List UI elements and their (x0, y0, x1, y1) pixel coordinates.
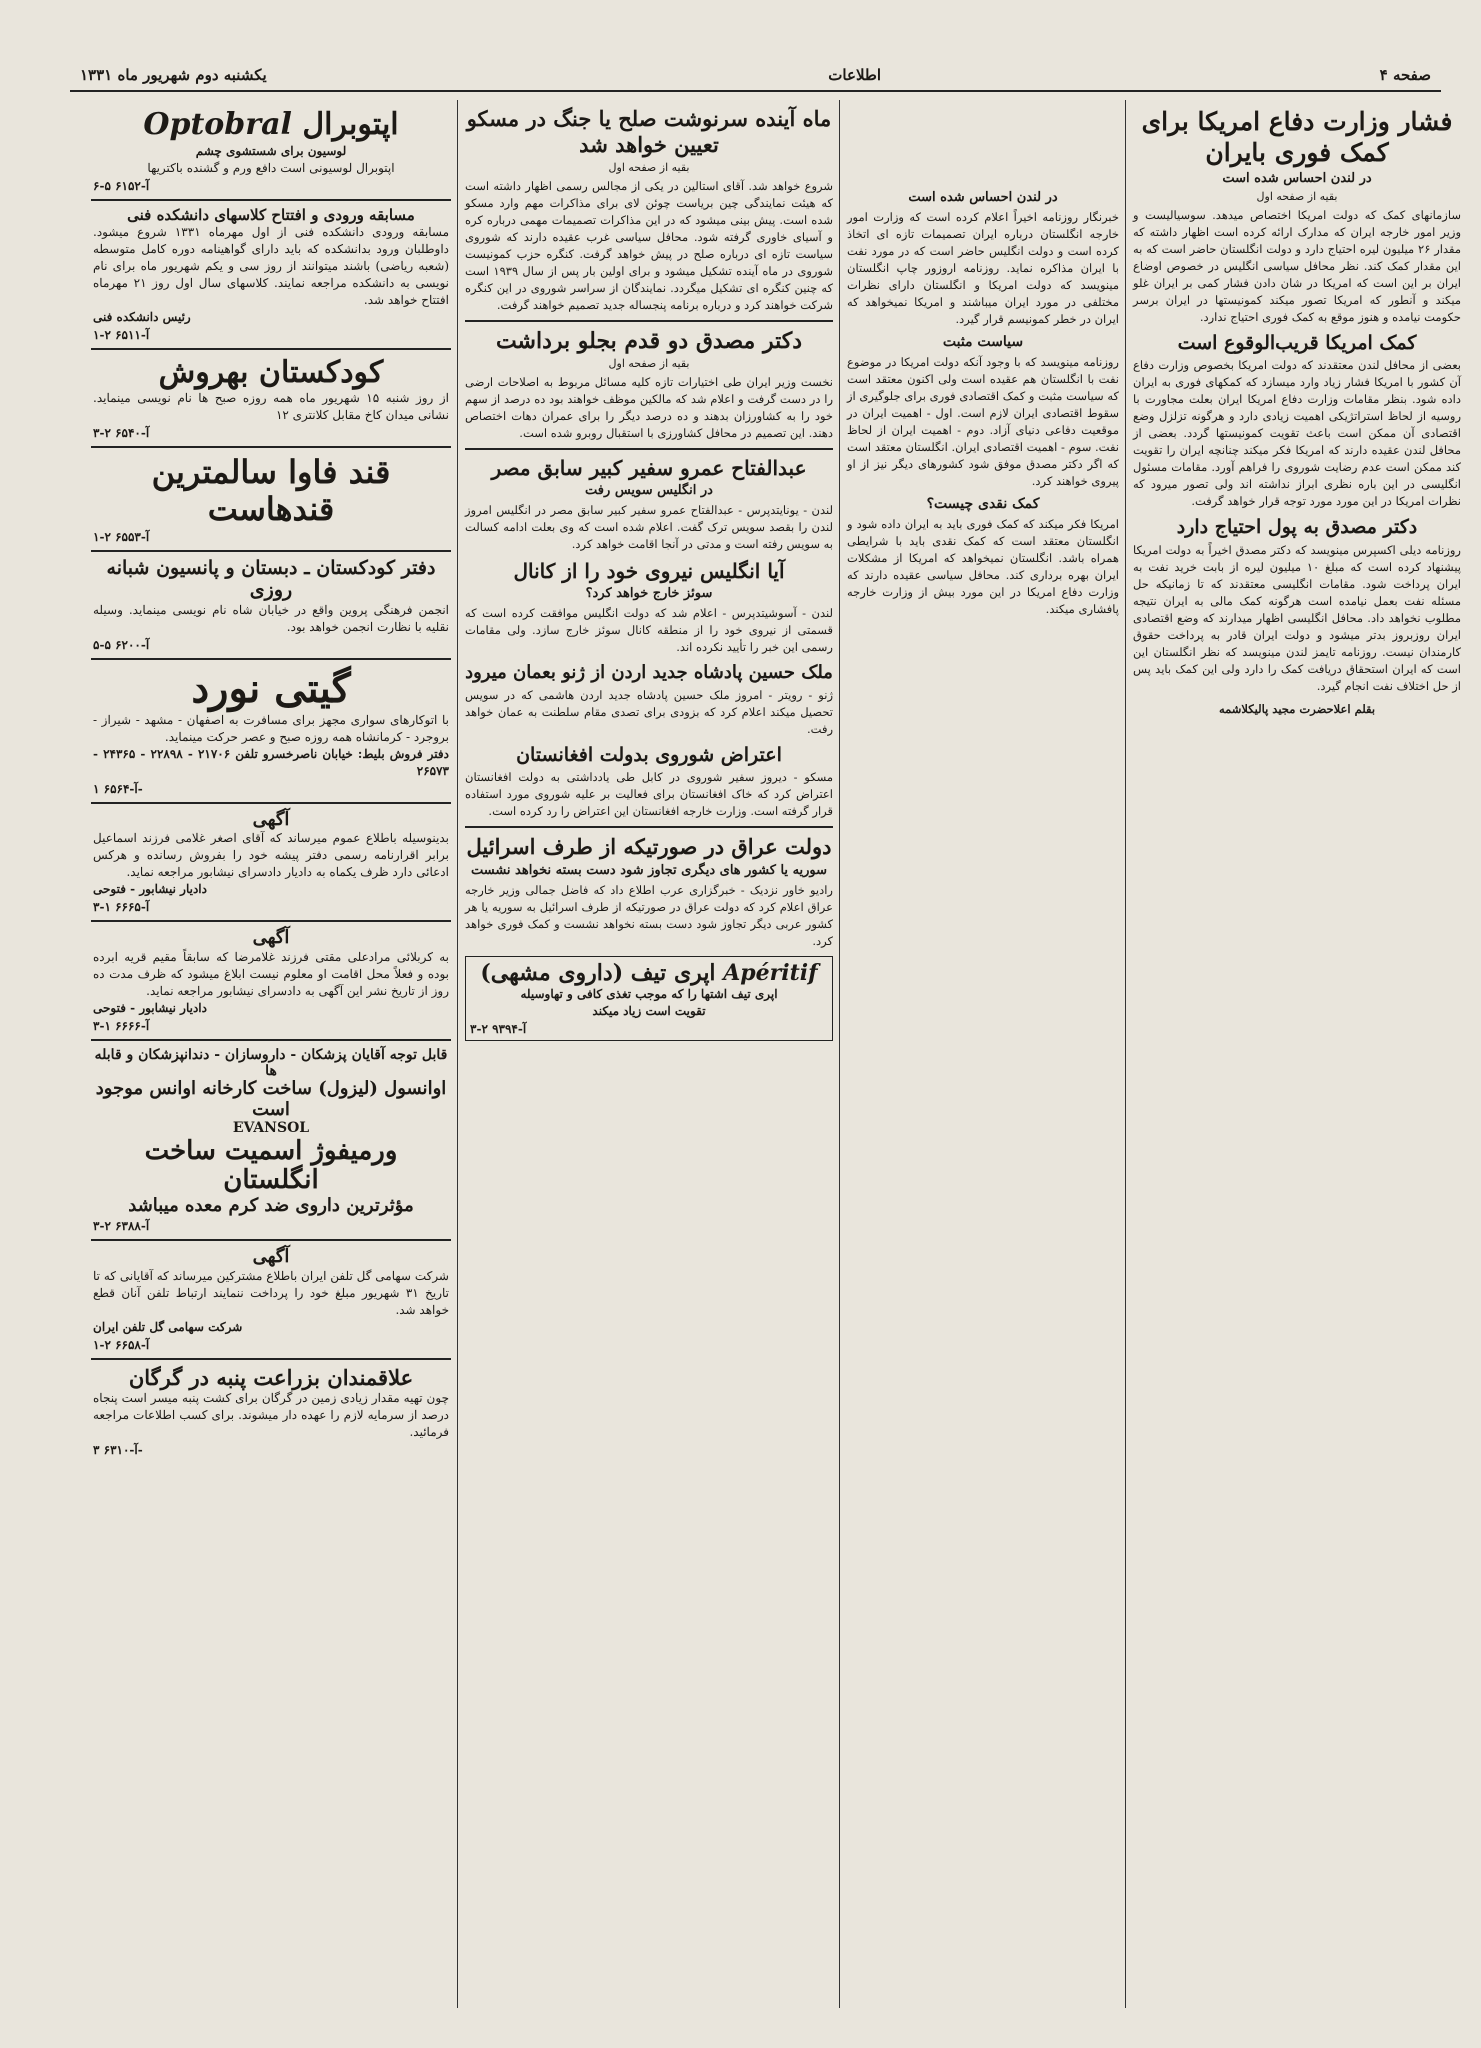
notice-ad-3 (91, 1241, 451, 1360)
headline-soviet-protest: اعتراض شوروی بدولت افغانستان (516, 743, 782, 766)
ad-text: مسابقه ورودی دانشکده فنی از اول مهرماه ۱۳۳۱ شروع میشود. داوطلبان ورود بدانشکده که باید دارای گواهینامه دوره کامل متوسطه (شعبه ریاضی) باشند میتوانند از روز سی و یکم شهریور ماه برای نام نویسی به دانشکده مراجعه نمایند. کلاسهای سال اول روز ۲۱ مهرماه افتتاح خواهد شد. (93, 224, 450, 307)
ad-text: با اتوکارهای سواری مجهز برای مسافرت به اصفهان - مشهد - شیراز - بروجرد - کرمانشاه همه روزه صبح و عصر حرکت مینماید. (93, 712, 449, 744)
headline-king-hussein: ملک حسین پادشاه جدید اردن از ژنو بعمان میرود (465, 662, 833, 683)
ad-phone: دفتر فروش بلیط: خیابان ناصرخسرو تلفن ۲۱۷۰۶ - ۲۲۸۹۸ - ۲۴۳۶۵ - ۲۶۵۷۳ (93, 746, 450, 778)
continued-note: بقیه از صفحه اول (1256, 189, 1338, 203)
ad-code: آ-۶۶۵۸ ۲-۱ (93, 1337, 150, 1352)
ad-latin-title: Optobral (143, 107, 292, 142)
ad-title: آگهی (252, 808, 290, 830)
column-1 (1127, 102, 1467, 2008)
ad-title: کودکستان بهروش (158, 354, 384, 390)
ad-signature: رئیس دانشکده فنی (93, 309, 191, 324)
ad-text: بدینوسیله باطلاع عموم میرساند که آقای اصغر غلامی فرزند اسماعیل برابر اقرارنامه رسمی دفتر پیشه خود را بفروش رسانده و هرکس ادعائی دارد ظرف یکماه به دادیار دادسرای نیشابور مراجعه نماید. (93, 831, 449, 880)
cotton-ad (91, 1360, 451, 1463)
headline-aid-imminent: کمک امریکا قریب‌الوقوع است (1177, 331, 1417, 354)
optobral-ad (91, 102, 451, 201)
ad-text: تقویت است زیاد میکند (592, 1003, 706, 1018)
column-rule (1125, 100, 1126, 2008)
article-text: شروع خواهد شد. آقای استالین در یکی از مجالس رسمی اظهار داشته است که هیئت نمایندگی چین بریاست چوئن لای برای مذاکرات مهم وارد مسکو شده است. پیش بینی میشود که در این مذاکرات تصمیمات مهمی درباره کره و آسیای خاوری گرفته شود. محافل سیاسی غرب عقیده دارند که شوروی سیاست تازه ای درباره صلح در پیش خواهد گرفت. کنگره حزب کمونیست شوروی در ماه آینده تشکیل میشود و برای اولین بار پس از سال ۱۹۳۹ است که چنین کنگره ای تشکیل میگردد. نمایندگان از سراسر شوروی در این کنگره شرکت خواهند کرد و درباره برنامه پنجساله جدید تصمیم خواهند گرفت. (465, 178, 834, 312)
ad-title: اپتوبرال (302, 107, 399, 142)
ad-signature: دادیار نیشابور - فتوحی (93, 1000, 207, 1015)
ad-text: چون تهیه مقدار زیادی زمین در گرگان برای کشت پنبه میسر است پنجاه درصد از سرمایه لازم را عهده دار میشوند. برای کسب اطلاعات مراجعه فرمائید. (93, 1390, 449, 1439)
headline-subtitle: سوریه یا کشور های دیگری تجاوز شود دست بسته نخواهد نشست (470, 862, 828, 878)
headline-subtitle: در لندن احساس شده است (908, 190, 1058, 205)
ad-code: آ-۶۳۸۸ ۲-۳ (93, 1219, 150, 1234)
school-ad (91, 552, 451, 660)
ad-title: مسابقه ورودی و افتتاح کلاسهای دانشکده فنی (127, 205, 415, 224)
headline-subtitle: در لندن احساس شده است (1222, 170, 1372, 186)
column-ads (85, 102, 457, 2008)
column-rule (839, 100, 840, 2008)
article-signature: بقلم اعلاحضرت مجید پالیکلاشمه (1218, 702, 1376, 716)
ad-title: آگهی (252, 1246, 290, 1268)
headline-mossadegh-steps: دکتر مصدق دو قدم بجلو برداشت (495, 327, 803, 354)
headline-iraq: دولت عراق در صورتیکه از طرف اسرائیل (466, 834, 832, 860)
article-text: ژنو - رویتر - امروز ملک حسین پادشاه جدید اردن هاشمی که در سویس تحصیل میکند اعلام کرد که بزودی برای تصدی مقام سلطنت به عمان خواهد رفت. (465, 687, 833, 736)
travel-ad (91, 660, 451, 804)
article-text: نخست وزیر ایران طی اختیارات تازه کلیه مسائل مربوط به اصلاحات ارضی را در دست گرفت و اعلام شد که مالکین موظف خواهند بود ده درصد از سهم خود را به کشاورزان بدهند و ده درصد دیگر را برای عمران دهات اختصاص دهند. این تصمیم در محافل کشاورزی با استقبال روبرو شده است. (465, 375, 833, 440)
aperitif-ad (465, 956, 833, 1041)
ad-text: به کربلائی مرادعلی مقتی فرزند غلامرضا که سابقاً مقیم قریه ابرده بوده و فعلاً محل اقامت او معلوم نیست ابلاغ میشود که ظرف مدت ده روز از تاریخ نشر این آگهی به دادسرای نیشابور مراجعه نماید. (93, 949, 449, 998)
sugar-ad (91, 448, 451, 552)
kindergarten-ad (91, 350, 451, 449)
article-text: بعضی از محافل لندن معتقدند که دولت امریکا بخصوص وزارت دفاع آن کشور با امریکا فشار زیاد وارد میسازد که کمکهای فوری به ایران داده شود. بنظر مقامات وزارت دفاع امریکا ایران بعلت مجاورت با روسیه از لحاظ استراتژیکی اهمیت زیادی دارد و هرگونه تزلزل وضع اقتصادی آن ممکن است باعث تقویت کمونیستها گردد. بعضی از محافل لندن عقیده دارند که امریکا فکر میکند چنانچه ایران را تقویت کند ممکن است عدم رضایت شوروی را فراهم آورد. مقامات مسئول انگلیسی در این باره نظری ابراز نداشته اند ولی تصور میرود که نظرات امریکا در این مورد مورد توجه قرار خواهد گرفت. (1133, 358, 1461, 509)
column-rule (457, 100, 458, 2008)
ad-title: قند فاوا سالمترین قندهاست (151, 453, 391, 529)
continued-note: بقیه از صفحه اول (608, 160, 690, 174)
notice-ad-2 (91, 922, 451, 1041)
page-number: صفحه ۴ (1379, 66, 1431, 84)
ad-code: آ-۶۳۱۰ ۳- (93, 1442, 143, 1457)
ad-code: آ-۹۳۹۴ ۲-۳ (470, 1021, 527, 1036)
ad-title: علاقمندان بزراعت پنبه در گرگان (128, 1364, 414, 1390)
headline-subtitle: سوئز خارج خواهد کرد؟ (585, 586, 713, 601)
newspaper-name: اطلاعات (828, 66, 881, 84)
ad-code: آ-۶۵۴۰ ۲-۳ (93, 426, 150, 441)
ad-latin-title: EVANSOL (232, 1120, 310, 1137)
ad-signature: شرکت سهامی گل تلفن ایران (93, 1319, 243, 1334)
ad-text: لوسیون برای شستشوی چشم (195, 143, 347, 158)
divider (465, 320, 833, 322)
headline-moscow: ماه آینده سرنوشت صلح یا جنگ در مسکو تعیین خواهد شد (466, 106, 832, 158)
ad-text: مؤثرترین داروی ضد کرم معده میباشد (128, 1195, 414, 1217)
ad-text: اپری تیف اشتها را که موجب تغذی کافی و تهاوسیله (520, 986, 778, 1001)
article-text: رادیو خاور نزدیک - خبرگزاری عرب اطلاع داد که فاضل جمالی وزیر خارجه عراق اعلام کرد که دولت عراق در صورتیکه از طرف اسرائیل به سوریه یا هر کشور عربی دیگر تجاوز شود دست بسته نخواهد نشست و کمک فوری خواهد کرد. (465, 882, 833, 948)
ad-title: گیتی نورد (191, 664, 351, 712)
headline-egypt-ambassador: عبدالفتاح عمرو سفیر کبیر سابق مصر (491, 456, 807, 480)
article-text: خبرنگار روزنامه اخیراً اعلام کرده است که وزارت امور خارجه انگلستان درباره ایران تصمیمات تازه ای اتخاذ کرده است و دولت انگلیس حاضر است که در مورد نفت با ایران مذاکره نماید. روزنامه اروزور چاپ انگلستان مینویسد که دولت امریکا و انگلستان دارای نظرات مختلفی در مورد ایران میباشند و امریکا نمیخواهد که ایران در خطر کمونیسم قرار گیرد. (847, 210, 1119, 326)
issue-date: یکشنبه دوم شهریور ماه ۱۳۳۱ (80, 66, 267, 84)
ad-text: انجمن فرهنگی پروین واقع در خیابان شاه نام نویسی مینماید. وسیله نقلیه با نظارت انجمن خواهد بود. (93, 602, 449, 634)
pharma-ad (91, 1041, 451, 1241)
page-header (70, 62, 1441, 92)
continued-note: بقیه از صفحه اول (608, 357, 690, 370)
faculty-ad (91, 201, 451, 350)
article-text: سازمانهای کمک که دولت امریکا اختصاص میدهد. سوسیالیست و وزیر امور خارجه ایران که مدارک ارائه کرده است اظهار داشته که مقدار ۲۶ میلیون لیره احتیاج دارد و دولت انگلستان حاضر است که به این مقدار کمک کند. نظر محافل سیاسی انگلیس در خصوص اوضاع ایران بر این است که امریکا در شان دادن فشار کمی بر ایران غلو میکند و آنطور که امریکا تصور میکند کمونیستها در ایران برسر حکومت نیامده و هنوز موقع به کمک فوری احتیاج ندارد. (1133, 207, 1461, 324)
article-text: مسکو - دیروز سفیر شوروی در کابل طی یادداشتی به دولت افغانستان اعتراض کرد که خاک افغانستان برای فعالیت بر علیه شوروی مورد استفاده قرار گرفته است. وزارت خارجه افغانستان این اعتراض را رد کرده است. (465, 770, 833, 819)
headline-mossadegh-money: دکتر مصدق به پول احتیاج دارد (1176, 516, 1418, 539)
column-2 (841, 190, 1125, 2008)
ad-title: اوانسول (لیزول) ساخت کارخانه اوانس موجود است (95, 1078, 447, 1120)
ad-text: اپتوبرال لوسیونی است دافع ورم و گشنده باکتریها (147, 160, 395, 175)
notice-ad-1 (91, 804, 451, 923)
section-heading: کمک نقدی چیست؟ (926, 496, 1040, 512)
article-text: لندن - یونایتدپرس - عبدالفتاح عمرو سفیر کبیر سابق مصر در انگلیس امروز لندن را بقصد سویس ترک گفت. اعلام شده است که وی بعلت ادامه کسالت به سویس رفته است و مدتی در آنجا اقامت خواهد کرد. (465, 503, 833, 551)
headline-subtitle: در انگلیس سویس رفت (585, 483, 713, 498)
article-text: امریکا فکر میکند که کمک فوری باید به ایران داده شود و انگلستان معتقد است که کمک نقدی باید با شرایطی همراه باشد. انگلستان نمیخواهد که امریکا از مشکلات ایران بهره برداری کند. محافل سیاسی عقیده دارند که وزارت دفاع امریکا در این مورد بیش از وزارت خارجه پافشاری میکند. (847, 517, 1119, 616)
article-text: روزنامه دیلی اکسپرس مینویسد که دکتر مصدق اخیراً به دولت امریکا پیشنهاد کرده است که مبلغ ۱۰ میلیون لیره از بابت خرید نفت به ایران پرداخت شود. مقامات انگلیسی معتقدند که تا زمانیکه حل مسئله نفت بعمل نیامده است هرگونه کمک مالی به ایران نتیجه مطلوب نخواهد داد. محافل انگلیسی اظهار میدارند که وضع اقتصادی ایران روزبروز بدتر میشود و دولت ایران قادر به پرداخت حقوق کارمندان نیست. روزنامه تایمز لندن مینویسد که نظر انگلستان این است که ایران استحقاق دریافت کمک را دارد ولی این کمک باید پس از حل اختلاف نفت انجام گیرد. (1133, 543, 1461, 693)
article-text: لندن - آسوشیتدپرس - اعلام شد که دولت انگلیس موافقت کرده است که قسمتی از نیروی خود را از منطقه کانال سوئز خارج سازد. ولی مقامات رسمی این خبر را تأیید نکرده اند. (465, 606, 833, 654)
ad-title: اپری تیف (داروی مشهی) (480, 959, 716, 986)
ad-signature: دادیار نیشابور - فتوحی (93, 882, 207, 897)
ad-code: آ-۶۶۶۶ ۱-۳ (93, 1018, 150, 1033)
ad-title: ورمیفوژ اسمیت ساخت انگلستان (144, 1135, 398, 1196)
ad-title: دفتر کودکستان ـ دبستان و پانسیون شبانه روزی (106, 556, 436, 601)
ad-code: آ-۶۱۵۲ ۵-۶ (93, 178, 150, 193)
ad-code: آ-۶۶۶۵ ۱-۳ (93, 900, 150, 915)
ad-title: آگهی (252, 927, 290, 949)
ad-code: آ-۶۵۵۳ ۲-۱ (93, 529, 150, 544)
ad-text: قابل توجه آقایان پزشکان - داروسازان - دندانپزشکان و قابله ها (94, 1046, 448, 1079)
ad-text: شرکت سهامی گل تلفن ایران باطلاع مشترکین میرساند که آقایانی که تا تاریخ ۳۱ شهریور مبلغ خود را پرداخت ننمایند ارتباط تلفن آنان قطع خواهد شد. (93, 1268, 449, 1317)
ad-code: آ-۶۵۶۴ ۱- (93, 781, 143, 796)
ad-text: از روز شنبه ۱۵ شهریور ماه همه روزه صبح ها نام نویسی مینماید. نشانی میدان کاخ مقابل کلانتری ۱۲ (93, 391, 449, 423)
column-3 (459, 102, 839, 2008)
section-heading: سیاست مثبت (942, 334, 1024, 350)
headline-suez: آیا انگلیس نیروی خود را از کانال (513, 559, 785, 583)
ad-latin-title: Apéritif (723, 959, 818, 986)
headline-defense-pressure: فشار وزارت دفاع امریکا برای کمک فوری بایران (1141, 107, 1453, 168)
ad-code: آ-۶۲۰۰ ۵-۵ (93, 637, 150, 652)
divider (465, 826, 833, 828)
article-text: روزنامه مینویسد که با وجود آنکه دولت امریکا در موضوع نفت با انگلستان هم عقیده است ولی اکنون معتقد است که سیاست مثبت و کمک اقتصادی فوری برای جلوگیری از سقوط اقتصادی ایران لازم است. اول - اهمیت ایران در موقعیت دفاعی دنیای آزاد. دوم - اهمیت ایران از لحاظ نفت. سوم - اهمیت اقتصادی ایران. انگلستان معتقد است که اگر دکتر مصدق موفق شود کشورهای دیگر نیز از او پیروی خواهند کرد. (847, 355, 1119, 488)
divider (465, 448, 833, 450)
ad-code: آ-۶۵۱۱ ۲-۱ (93, 327, 150, 342)
